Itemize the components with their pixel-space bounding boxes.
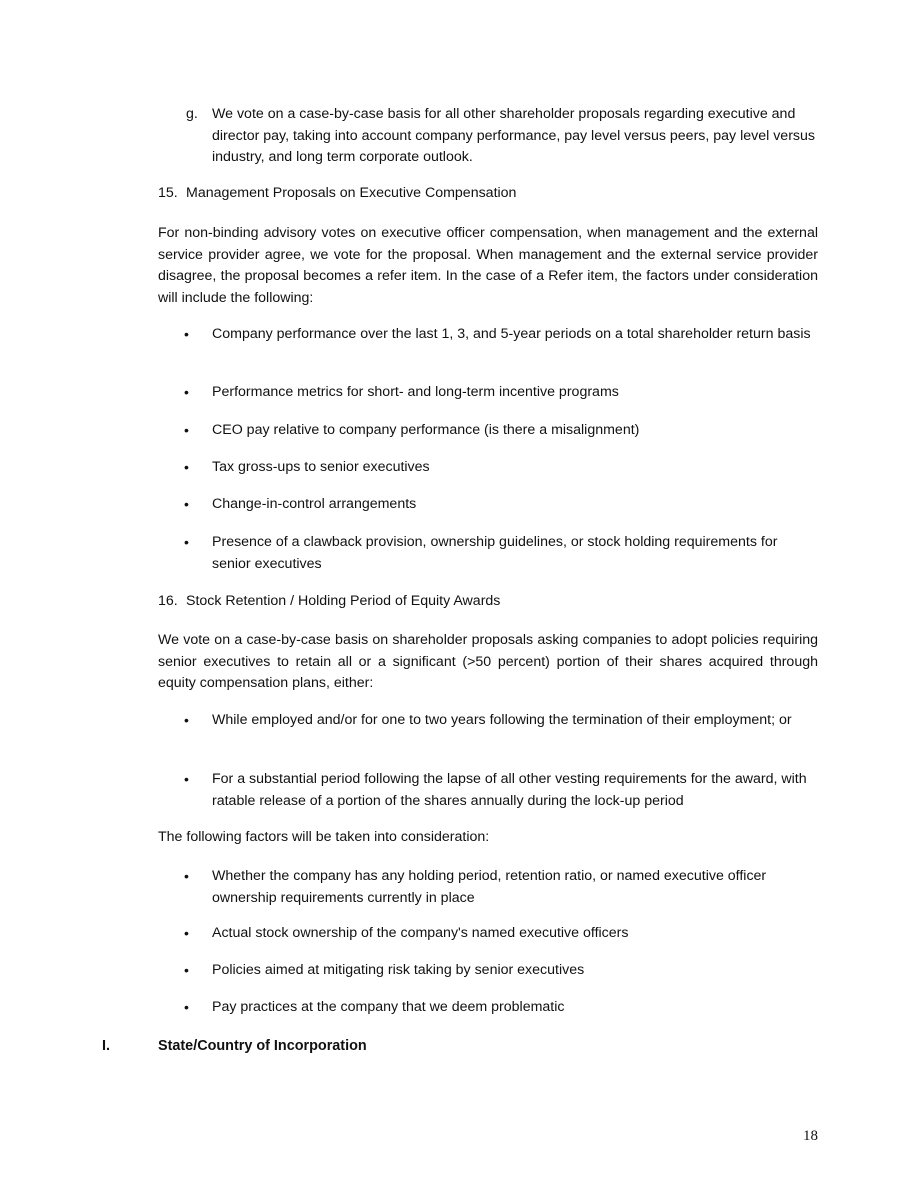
bullet-icon: • (184, 384, 189, 400)
section-15-number: 15. (158, 185, 178, 201)
list-item: Tax gross-ups to senior executives (212, 459, 430, 475)
list-item: Change-in-control arrangements (212, 496, 417, 512)
list-item: Policies aimed at mitigating risk taking by senior executives (212, 962, 585, 978)
bullet-icon: • (184, 999, 189, 1015)
bullet-icon: • (184, 459, 189, 475)
section-15-title: Management Proposals on Executive Compensation (186, 185, 517, 201)
list-item: Company performance over the last 1, 3, and 5-year periods on a total shareholder return basis (212, 326, 811, 342)
bullet-icon: • (184, 326, 189, 342)
bullet-icon: • (184, 771, 189, 787)
section-16-number: 16. (158, 593, 178, 609)
list-item: Actual stock ownership of the company's named executive officers (212, 925, 629, 941)
bullet-icon: • (184, 534, 189, 550)
list-item: While employed and/or for one to two years following the termination of their employment; or (212, 712, 792, 728)
list-item: Whether the company has any holding period, retention ratio, or named executive officer ownership requirements currently in place (212, 868, 767, 906)
section-16-paragraph: We vote on a case-by-case basis on shareholder proposals asking companies to adopt policies requiring senior executives to retain all or a significant (>50 percent) portion of their shares acquired through equity compensation plans, either: (158, 632, 818, 691)
list-item: Presence of a clawback provision, ownership guidelines, or stock holding requirements for senior executives (212, 534, 778, 572)
section-i-marker: I. (102, 1038, 110, 1054)
bullet-icon: • (184, 925, 189, 941)
page-number: 18 (803, 1128, 818, 1144)
section-16-title: Stock Retention / Holding Period of Equity Awards (186, 593, 501, 609)
list-item: Pay practices at the company that we deem problematic (212, 999, 565, 1015)
bullet-icon: • (184, 496, 189, 512)
section-15-paragraph: For non-binding advisory votes on executive officer compensation, when management and the external service provider agree, we vote for the proposal. When management and the external service provider disagree, the proposal becomes a refer item. In the case of a Refer item, the factors under consideration will include the following: (158, 225, 818, 306)
bullet-icon: • (184, 868, 189, 884)
bullet-icon: • (184, 962, 189, 978)
bullet-icon: • (184, 422, 189, 438)
factors-intro: The following factors will be taken into consideration: (158, 829, 490, 845)
section-i-title: State/Country of Incorporation (158, 1038, 367, 1054)
list-item: For a substantial period following the lapse of all other vesting requirements for the award, with ratable release of a portion of the shares annually during the lock-up period (212, 771, 807, 809)
section-16-heading (158, 591, 500, 613)
list-item: Performance metrics for short- and long-term incentive programs (212, 384, 619, 400)
list-marker-g: g. (186, 106, 198, 122)
proposal-item-g: We vote on a case-by-case basis for all other shareholder proposals regarding executive and director pay, taking into account company performance, pay level versus peers, pay level versus industry, and long term corporate outlook. (212, 106, 816, 165)
bullet-icon: • (184, 712, 189, 728)
section-15-heading (158, 183, 516, 205)
list-item: CEO pay relative to company performance (is there a misalignment) (212, 422, 640, 438)
